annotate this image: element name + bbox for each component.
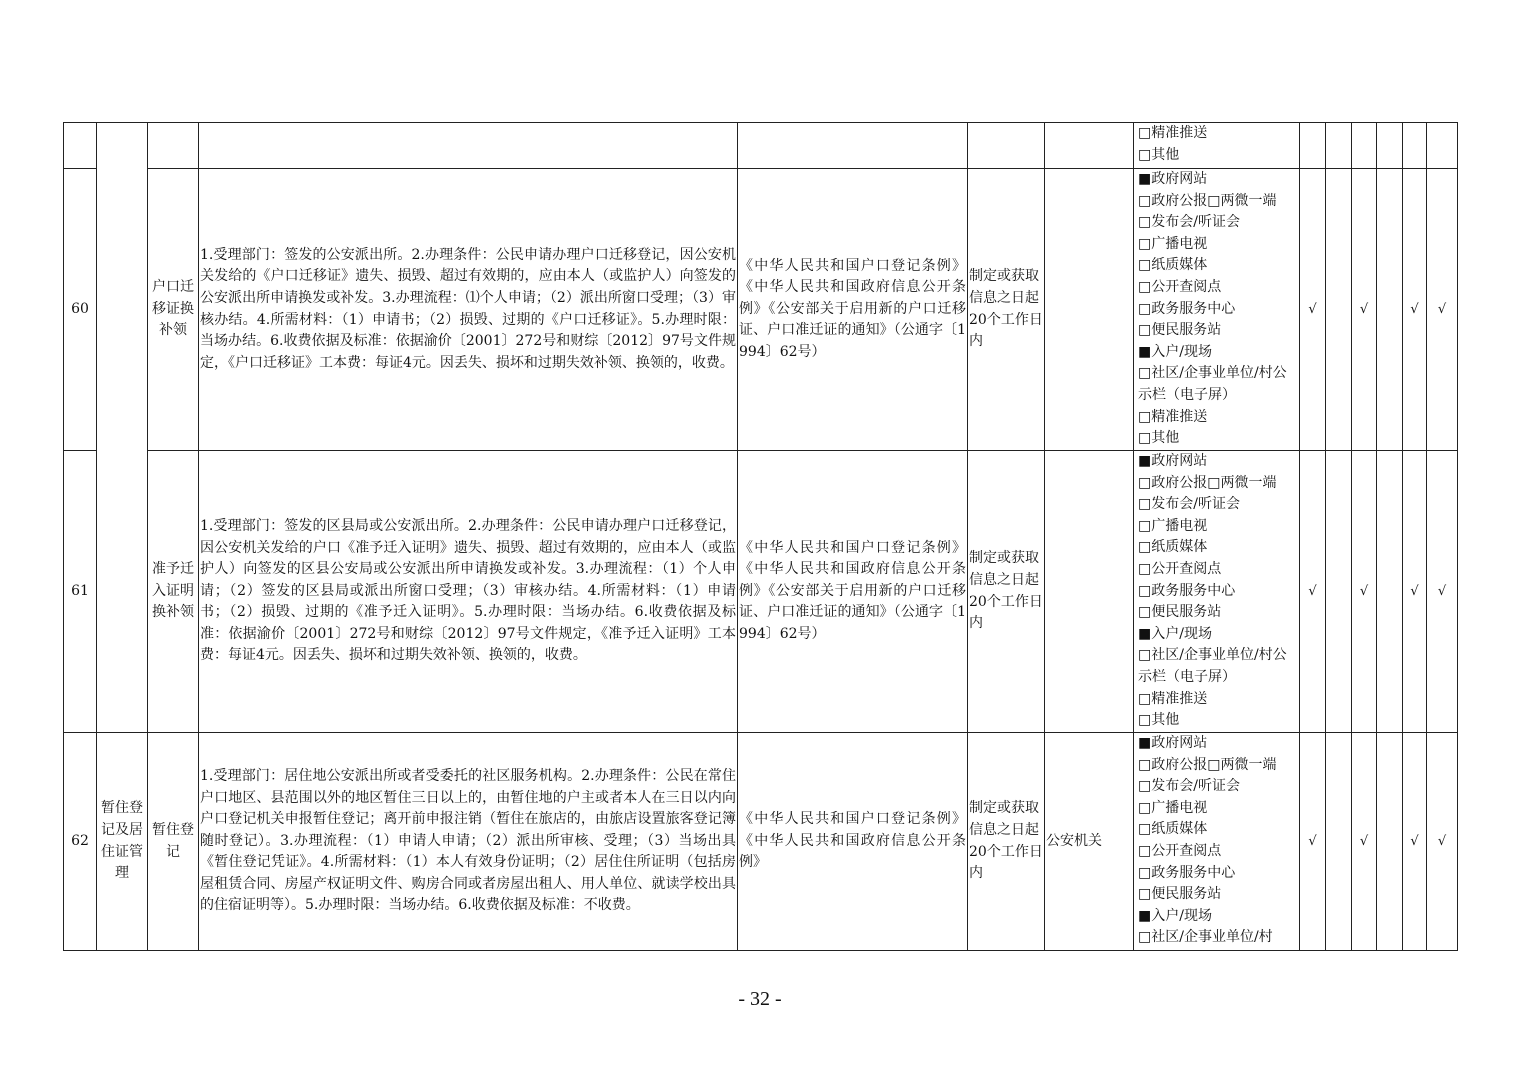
check-cell — [1326, 123, 1352, 169]
channel-option: ■政府网站 — [1138, 735, 1208, 751]
check-cell: √ — [1352, 733, 1377, 951]
cell-category: 暂住登记及居住证管理 — [97, 733, 148, 951]
channel-option: □其他 — [1138, 146, 1180, 163]
channel-option: □公开查阅点 — [1138, 842, 1222, 859]
cell-channels — [1134, 733, 1300, 951]
cell-channels — [1134, 123, 1300, 169]
cell-content: 1.受理部门：签发的区县局或公安派出所。2.办理条件：公民申请办理户口迁移登记，因公安机关发给的户口《准予迁入证明》遗失、损毁、超过有效期的，应由本人（或监护人）向签发的区县公安局或公安派出所申请换发或补发。3.办理流程：（1）个人申请；（2）签发的区县局或派出所窗口受理；（3）审核办结。4.所需材料：（1）申请书；（2）损毁、过期的《准予迁入证明》。5.办理时限：当场办结。6.收费依据及标准：依据渝价〔2001〕272号和财综〔2012〕97号文件规定，《准予迁入证明》工本费：每证4元。因丢失、损坏和过期失效补领、换领的，收费。 — [199, 451, 738, 733]
channel-option: □广播电视 — [1138, 235, 1208, 252]
check-cell — [1326, 169, 1352, 451]
page-number: - 32 - — [738, 988, 782, 1010]
cell-basis: 《中华人民共和国户口登记条例》《中华人民共和国政府信息公开条例》 — [738, 733, 968, 951]
cell-item: 户口迁移证换补领 — [148, 169, 199, 451]
channel-option: ■入户/现场 — [1138, 907, 1212, 924]
cell-subject — [1045, 123, 1134, 169]
check-cell: √ — [1427, 169, 1458, 451]
cell-time: 制定或获取信息之日起20个工作日内 — [968, 169, 1045, 451]
cell-time: 制定或获取信息之日起20个工作日内 — [968, 733, 1045, 951]
cell-basis — [738, 123, 968, 169]
check-cell — [1300, 123, 1326, 169]
channel-option: □政府公报□两微一端 — [1138, 474, 1277, 491]
channel-option: □政务服务中心 — [1138, 300, 1236, 317]
channel-option: □公开查阅点 — [1138, 560, 1222, 577]
cell-item: 暂住登记 — [148, 733, 199, 951]
cell-channels — [1134, 169, 1300, 451]
check-cell — [1427, 123, 1458, 169]
table-row-61 — [64, 451, 1458, 733]
channel-option: ■入户/现场 — [1138, 625, 1212, 642]
channel-option: □纸质媒体 — [1138, 539, 1208, 556]
check-cell — [1377, 169, 1403, 451]
check-cell: √ — [1300, 169, 1326, 451]
channel-option: □其他 — [1138, 712, 1180, 729]
channel-option: □社区/企事业单位/村 — [1138, 929, 1273, 946]
table-row-60 — [64, 169, 1458, 451]
channel-option: □社区/企事业单位/村公示栏（电子屏） — [1138, 647, 1287, 685]
cell-content: 1.受理部门：居住地公安派出所或者受委托的社区服务机构。2.办理条件：公民在常住户口地区、县范围以外的地区暂住三日以上的，由暂住地的户主或者本人在三日以内向户口登记机关申报暂住登记；离开前申报注销（暂住在旅店的，由旅店设置旅客登记簿随时登记）。3.办理流程：（1）申请人申请；（2）派出所审核、受理；（3）当场出具《暂住登记凭证》。4.所需材料：（1）本人有效身份证明；（2）居住住所证明（包括房屋租赁合同、房屋产权证明文件、购房合同或者房屋出租人、用人单位、就读学校出具的住宿证明等）。5.办理时限：当场办结。6.收费依据及标准：不收费。 — [199, 733, 738, 951]
channel-option: □其他 — [1138, 430, 1180, 447]
channel-option: □发布会/听证会 — [1138, 496, 1240, 513]
cell-channels — [1134, 451, 1300, 733]
table-row-continued — [64, 123, 1458, 169]
check-cell: √ — [1352, 451, 1377, 733]
cell-no: 61 — [64, 451, 97, 733]
check-cell: √ — [1403, 451, 1427, 733]
cell-category — [97, 123, 148, 733]
channel-option: ■政府网站 — [1138, 171, 1208, 187]
cell-content — [199, 123, 738, 169]
table-row-62 — [64, 733, 1458, 951]
channel-option: □精准推送 — [1138, 125, 1208, 141]
channel-option: □发布会/听证会 — [1138, 214, 1240, 231]
channel-option: □广播电视 — [1138, 799, 1208, 816]
channel-option: ■政府网站 — [1138, 453, 1208, 469]
cell-basis: 《中华人民共和国户口登记条例》《中华人民共和国政府信息公开条例》《公安部关于启用新的户口迁移证、户口准迁证的通知》（公通字〔1994〕62号） — [738, 169, 968, 451]
channel-option: □公开查阅点 — [1138, 278, 1222, 295]
check-cell — [1403, 123, 1427, 169]
disclosure-table — [63, 122, 1458, 951]
channel-option: □便民服务站 — [1138, 604, 1222, 621]
channel-option: □便民服务站 — [1138, 886, 1222, 903]
check-cell: √ — [1403, 733, 1427, 951]
channel-option: □纸质媒体 — [1138, 257, 1208, 274]
channel-option: □政府公报□两微一端 — [1138, 756, 1277, 773]
cell-content: 1.受理部门：签发的公安派出所。2.办理条件：公民申请办理户口迁移登记，因公安机关发给的《户口迁移证》遗失、损毁、超过有效期的，应由本人（或监护人）向签发的公安派出所申请换发或补发。3.办理流程：⑴个人申请；（2）派出所窗口受理；（3）审核办结。4.所需材料：（1）申请书；（2）损毁、过期的《户口迁移证》。5.办理时限：当场办结。6.收费依据及标准：依据渝价〔2001〕272号和财综〔2012〕97号文件规定，《户口迁移证》工本费：每证4元。因丢失、损坏和过期失效补领、换领的，收费。 — [199, 169, 738, 451]
check-cell — [1377, 451, 1403, 733]
check-cell — [1326, 451, 1352, 733]
channel-option: □便民服务站 — [1138, 322, 1222, 339]
channel-option: □广播电视 — [1138, 517, 1208, 534]
check-cell: √ — [1427, 733, 1458, 951]
cell-subject — [1045, 169, 1134, 451]
cell-subject: 公安机关 — [1045, 733, 1134, 951]
cell-time: 制定或获取信息之日起20个工作日内 — [968, 451, 1045, 733]
cell-item — [148, 123, 199, 169]
channel-option: □发布会/听证会 — [1138, 778, 1240, 795]
channel-option: □纸质媒体 — [1138, 821, 1208, 838]
cell-item: 准予迁入证明换补领 — [148, 451, 199, 733]
check-cell: √ — [1352, 169, 1377, 451]
cell-time — [968, 123, 1045, 169]
cell-no — [64, 123, 97, 169]
cell-no: 60 — [64, 169, 97, 451]
cell-basis: 《中华人民共和国户口登记条例》《中华人民共和国政府信息公开条例》《公安部关于启用新的户口迁移证、户口准迁证的通知》（公通字〔1994〕62号） — [738, 451, 968, 733]
channel-option: □精准推送 — [1138, 408, 1208, 425]
channel-option: □精准推送 — [1138, 690, 1208, 707]
check-cell: √ — [1300, 451, 1326, 733]
cell-no: 62 — [64, 733, 97, 951]
channel-option: □政务服务中心 — [1138, 582, 1236, 599]
channel-option: □政府公报□两微一端 — [1138, 192, 1277, 209]
channel-option: □社区/企事业单位/村公示栏（电子屏） — [1138, 365, 1287, 403]
check-cell: √ — [1403, 169, 1427, 451]
channel-option: ■入户/现场 — [1138, 343, 1212, 360]
check-cell — [1352, 123, 1377, 169]
check-cell — [1377, 733, 1403, 951]
channel-option: □政务服务中心 — [1138, 864, 1236, 881]
check-cell — [1326, 733, 1352, 951]
cell-subject — [1045, 451, 1134, 733]
check-cell: √ — [1427, 451, 1458, 733]
check-cell: √ — [1300, 733, 1326, 951]
check-cell — [1377, 123, 1403, 169]
